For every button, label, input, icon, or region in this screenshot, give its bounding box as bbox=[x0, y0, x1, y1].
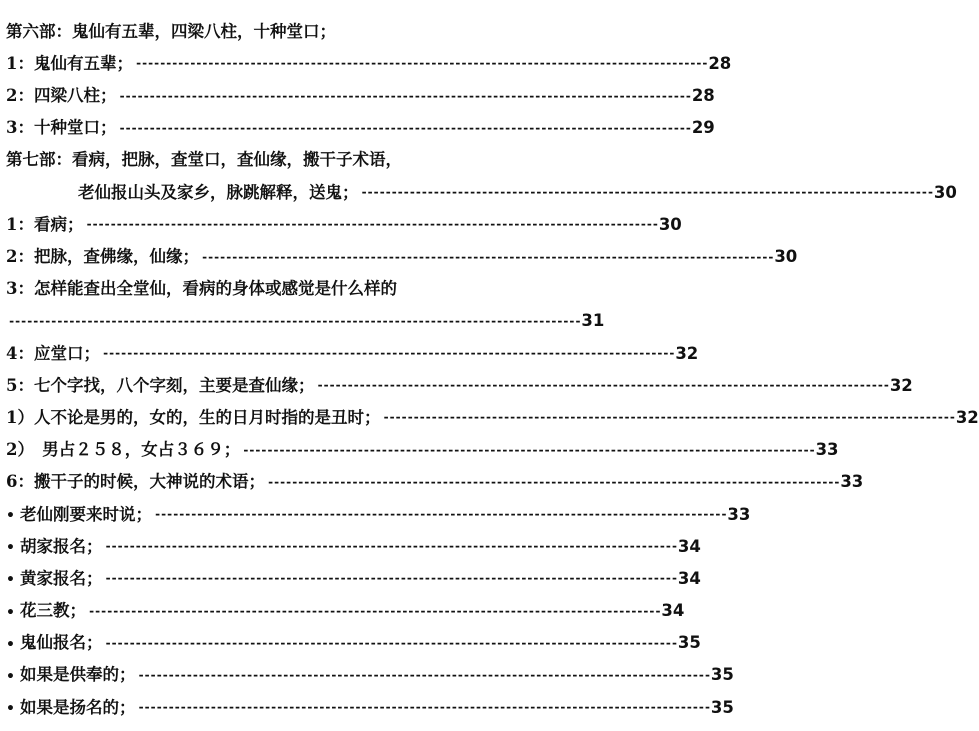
dotted-leader: ----------------------------------------------------------------------------------------------- bbox=[134, 56, 708, 71]
dotted-leader: ----------------------------------------------------------------------------------------------- bbox=[104, 571, 677, 586]
dotted-leader: ----------------------------------------------------------------------------------------------- bbox=[316, 378, 889, 393]
toc-entry-text: 第七部：看病，把脉，查堂口，查仙缘，搬干子术语， bbox=[6, 150, 402, 170]
toc-entry[interactable] bbox=[6, 105, 715, 138]
toc-page-number: 30 bbox=[774, 247, 798, 266]
toc-page-number: 33 bbox=[840, 472, 864, 492]
toc-bullet-entry[interactable] bbox=[6, 491, 751, 524]
toc-entry[interactable] bbox=[6, 201, 682, 234]
dotted-leader: ----------------------------------------------------------------------------------------------- bbox=[154, 507, 727, 521]
toc-page-number: 33 bbox=[815, 440, 839, 460]
toc-entry-text: 花三教； bbox=[20, 601, 86, 621]
toc-entry-text: 3：十种堂口； bbox=[6, 118, 117, 138]
toc-page-number: 32 bbox=[955, 407, 979, 427]
toc-section-heading bbox=[6, 8, 458, 40]
bullet-icon: • bbox=[6, 636, 15, 653]
table-of-contents bbox=[6, 8, 979, 718]
toc-page-number: 35 bbox=[710, 697, 734, 717]
dotted-leader: ----------------------------------------------------------------------------------------------- bbox=[382, 410, 955, 425]
toc-entry-text: 1：看病； bbox=[6, 214, 84, 234]
toc-entry-text: 如果是供奉的； bbox=[20, 665, 136, 685]
dotted-leader: ----------------------------------------------------------------------------------------------- bbox=[200, 249, 774, 264]
toc-entry-text: 6：搬干子的时候，大神说的术语； bbox=[6, 472, 265, 492]
bullet-icon: • bbox=[6, 701, 15, 718]
toc-bullet-entry[interactable] bbox=[6, 684, 734, 718]
toc-entry[interactable] bbox=[6, 72, 715, 106]
toc-entry-text: 1：鬼仙有五辈； bbox=[6, 53, 133, 73]
dotted-leader: ----------------------------------------------------------------------------------------------- bbox=[104, 539, 677, 554]
bullet-icon: • bbox=[6, 540, 15, 557]
toc-entry[interactable] bbox=[6, 169, 957, 202]
toc-page-number: 35 bbox=[677, 633, 701, 653]
toc-page-number: 28 bbox=[691, 86, 715, 106]
toc-page-number: 34 bbox=[661, 601, 685, 621]
toc-entry-text: 5：七个字找，八个字刻，主要是查仙缘； bbox=[6, 375, 315, 395]
toc-entry-text: 2：四梁八柱； bbox=[6, 86, 117, 106]
dotted-leader: ----------------------------------------------------------------------------------------------- bbox=[8, 313, 581, 328]
toc-page-number: 33 bbox=[727, 504, 751, 524]
dotted-leader: ----------------------------------------------------------------------------------------------- bbox=[104, 635, 677, 650]
toc-entry[interactable] bbox=[6, 394, 979, 427]
dotted-leader: ----------------------------------------------------------------------------------------------- bbox=[88, 603, 661, 618]
toc-bullet-entry[interactable] bbox=[6, 620, 701, 653]
dotted-leader: ----------------------------------------------------------------------------------------------- bbox=[266, 474, 840, 489]
dotted-leader: ----------------------------------------------------------------------------------------------- bbox=[118, 120, 691, 135]
toc-entry-text: 如果是扬名的； bbox=[20, 697, 136, 717]
toc-page-number: 31 bbox=[581, 311, 605, 331]
toc-page-number: 34 bbox=[677, 568, 701, 588]
toc-page-number: 35 bbox=[710, 665, 734, 685]
toc-entry[interactable] bbox=[6, 233, 798, 266]
dotted-leader: ----------------------------------------------------------------------------------------------- bbox=[137, 667, 710, 682]
dotted-leader: ----------------------------------------------------------------------------------------------- bbox=[118, 88, 691, 103]
bullet-icon: • bbox=[6, 668, 15, 685]
bullet-icon: • bbox=[6, 572, 15, 589]
toc-page-number: 30 bbox=[658, 214, 682, 234]
toc-entry[interactable] bbox=[6, 40, 732, 73]
toc-entry-text: 2） 男占２５８，女占３６９； bbox=[6, 440, 241, 460]
dotted-leader: ----------------------------------------------------------------------------------------------- bbox=[101, 346, 675, 361]
dotted-leader: ----------------------------------------------------------------------------------------------- bbox=[242, 442, 815, 457]
toc-page-number: 29 bbox=[691, 118, 715, 138]
toc-entry-text: 老仙刚要来时说； bbox=[20, 504, 152, 524]
dotted-leader: ----------------------------------------------------------------------------------------------- bbox=[85, 217, 658, 232]
bullet-icon: • bbox=[6, 604, 15, 621]
toc-entry[interactable] bbox=[6, 426, 839, 460]
toc-entry-text: 2：把脉，查佛缘，仙缘； bbox=[6, 247, 199, 266]
toc-entry-text: 胡家报名； bbox=[20, 536, 103, 556]
toc-entry-wrapped[interactable] bbox=[6, 266, 458, 298]
dotted-leader: ----------------------------------------------------------------------------------------------- bbox=[137, 700, 710, 715]
toc-page-number: 32 bbox=[889, 375, 913, 395]
toc-bullet-entry[interactable] bbox=[6, 555, 701, 589]
toc-entry-text: 4：应堂口； bbox=[6, 343, 100, 363]
toc-page-number: 32 bbox=[675, 343, 699, 363]
toc-page-number: 30 bbox=[933, 182, 957, 202]
toc-entry-text: 黄家报名； bbox=[20, 568, 103, 588]
toc-entry[interactable] bbox=[6, 459, 864, 492]
toc-entry[interactable] bbox=[6, 362, 913, 395]
toc-entry-text: 鬼仙报名； bbox=[20, 633, 103, 653]
toc-entry-text: 1）人不论是男的，女的，生的日月时指的是丑时； bbox=[6, 407, 381, 427]
toc-bullet-entry[interactable] bbox=[6, 587, 685, 621]
dotted-leader: ----------------------------------------------------------------------------------------------- bbox=[360, 185, 933, 200]
bullet-icon: • bbox=[6, 508, 15, 524]
toc-page-number: 28 bbox=[708, 53, 732, 73]
toc-entry-text: 第六部：鬼仙有五辈，四梁八柱，十种堂口； bbox=[6, 21, 336, 41]
toc-entry[interactable] bbox=[6, 330, 699, 363]
toc-entry-text: 3：怎样能查出全堂仙，看病的身体或感觉是什么样的 bbox=[6, 279, 397, 299]
toc-entry-text: 老仙报山头及家乡，脉跳解释，送鬼； bbox=[78, 182, 359, 202]
toc-page-number: 34 bbox=[677, 536, 701, 556]
toc-section-heading bbox=[6, 137, 458, 169]
toc-entry-continuation[interactable] bbox=[6, 298, 605, 331]
toc-bullet-entry[interactable] bbox=[6, 523, 701, 557]
toc-bullet-entry[interactable] bbox=[6, 652, 734, 685]
